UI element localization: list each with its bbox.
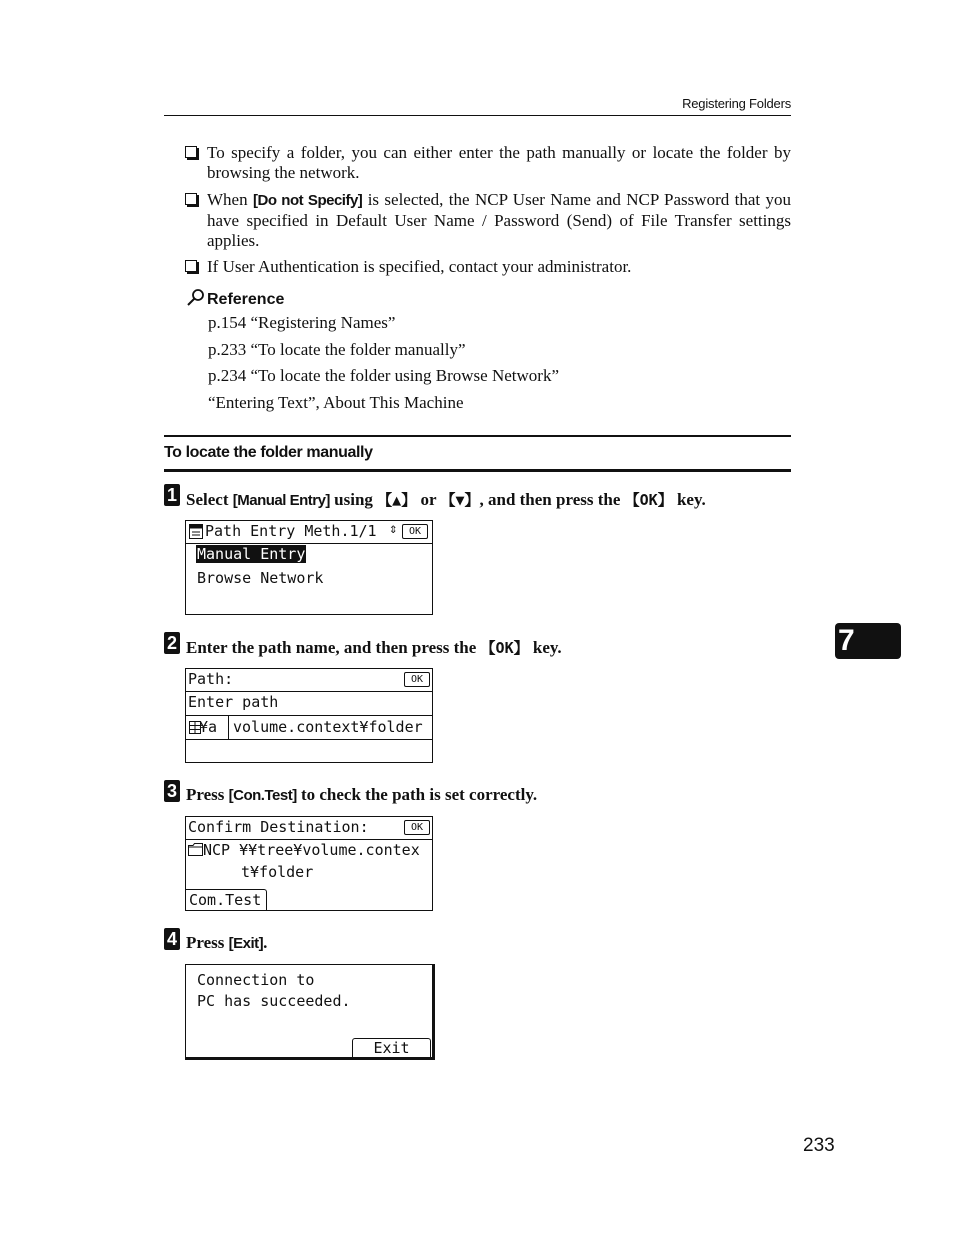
reference-link[interactable]: p.233 “To locate the folder manually” <box>208 340 466 359</box>
reference-link[interactable]: p.234 “To locate the folder using Browse Network” <box>208 366 559 385</box>
note-checkbox-icon <box>185 193 197 205</box>
lcd-title-bar <box>186 817 432 840</box>
ok-icon: OK <box>404 672 430 687</box>
down-key: 【▼】 <box>440 491 480 509</box>
note-text: When [Do not Specify] is selected, the NCP User Name and NCP Password that you have specified in Default User Name / Password (Send) of File Transfer settings applies. <box>207 190 792 250</box>
step-number: 3 <box>164 780 180 802</box>
lcd-prompt: Enter path <box>188 693 279 711</box>
lcd-screen-confirm-destination <box>185 816 433 911</box>
reference-link[interactable]: p.154 “Registering Names” <box>208 313 396 332</box>
folder-icon <box>188 843 203 856</box>
running-header: Registering Folders <box>682 96 791 111</box>
com-test-button[interactable]: Com.Test <box>186 889 267 910</box>
exit-button[interactable]: Exit <box>352 1038 431 1058</box>
note-text: If User Authentication is specified, contact your administrator. <box>207 257 632 276</box>
step-number: 4 <box>164 928 180 950</box>
section-rule-top <box>164 435 791 437</box>
lcd-title: Path: <box>188 670 234 688</box>
input-mode-indicator: ¥a <box>186 716 229 739</box>
lcd-screen-path <box>185 668 433 763</box>
ok-icon: OK <box>402 524 428 539</box>
header-rule <box>164 115 791 116</box>
lcd-title-bar <box>186 669 432 692</box>
lcd-message: PC has succeeded. <box>197 992 351 1010</box>
note-checkbox-icon <box>185 260 197 272</box>
lcd-input-row[interactable] <box>186 715 432 740</box>
note-item <box>185 257 791 277</box>
ok-key: 【OK】 <box>624 491 673 509</box>
step-instruction: Press [Con.Test] to check the path is set correctly. <box>186 785 538 804</box>
path-input-value[interactable]: volume.context¥folder <box>233 718 423 736</box>
up-key: 【▲】 <box>377 491 417 509</box>
lcd-message: Connection to <box>197 971 315 989</box>
lcd-title: Path Entry Meth.1/1 <box>205 522 377 540</box>
key-label: [Exit] <box>228 935 264 952</box>
lcd-destination-line: t¥folder <box>241 863 314 881</box>
reference-link[interactable]: “Entering Text”, About This Machine <box>208 393 464 412</box>
ok-icon: OK <box>404 820 430 835</box>
note-item <box>185 190 791 251</box>
page-number: 233 <box>803 1135 835 1156</box>
key-label: [Do not Specify] <box>253 192 363 209</box>
step-number: 1 <box>164 484 180 506</box>
key-label: [Con.Test] <box>228 787 297 804</box>
step-instruction: Press [Exit]. <box>186 933 268 952</box>
menu-icon <box>189 524 203 539</box>
key-label: [Manual Entry] <box>232 492 330 509</box>
chapter-number: 7 <box>838 624 855 657</box>
lcd-title-bar <box>186 521 432 544</box>
section-rule-bottom <box>164 469 791 472</box>
magnifier-icon <box>186 289 206 307</box>
note-item <box>185 143 791 183</box>
lcd-option[interactable] <box>196 545 432 563</box>
step-number: 2 <box>164 632 180 654</box>
lcd-option-selected[interactable]: Manual Entry <box>197 545 306 563</box>
ok-key: 【OK】 <box>480 639 529 657</box>
note-checkbox-icon <box>185 146 197 158</box>
lcd-option[interactable]: Browse Network <box>197 569 324 587</box>
step-instruction: Select [Manual Entry] using 【▲】 or 【▼】, and then press the 【OK】 key. <box>186 490 706 509</box>
lcd-screen-connection-result <box>185 964 435 1060</box>
step-instruction: Enter the path name, and then press the 【OK】 key. <box>186 638 562 657</box>
lcd-screen-path-entry-method <box>185 520 433 615</box>
up-down-arrows-icon: ⇕ <box>389 521 398 537</box>
note-text: To specify a folder, you can either enter the path manually or locate the folder by browsing the network. <box>207 143 791 182</box>
lcd-destination-line: NCP ¥¥tree¥volume.contex <box>188 841 432 859</box>
section-title: To locate the folder manually <box>164 444 373 461</box>
reference-heading: Reference <box>186 289 284 309</box>
lcd-title: Confirm Destination: <box>188 818 369 836</box>
